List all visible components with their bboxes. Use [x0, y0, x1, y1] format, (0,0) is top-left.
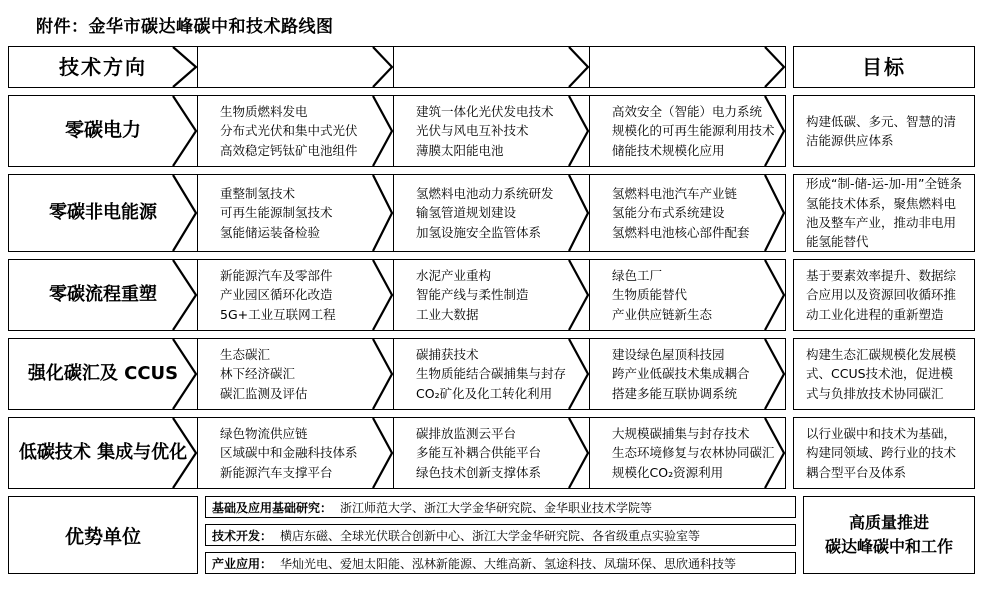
units-goal-line-1: 高质量推进 — [848, 513, 929, 532]
unit-key: 技术开发： — [212, 528, 273, 543]
item-text: 新能源汽车支撑平台 — [220, 464, 333, 480]
row-stage-3 — [590, 174, 786, 252]
item-text: 薄膜太阳能电池 — [416, 142, 504, 158]
header-stage-1 — [198, 46, 394, 88]
row-label-zero-carbon-nonelectric — [8, 174, 198, 252]
roadmap-row — [8, 259, 975, 331]
unit-value: 华灿光电、爱旭太阳能、泓林新能源、大维高新、氢途科技、凤瑞环保、思欣通科技等 — [280, 556, 737, 571]
row-stage-2 — [394, 338, 590, 410]
item-text: 氢能储运装备检验 — [220, 224, 321, 240]
row-label-text: 零碳非电能源 — [49, 201, 157, 223]
page-title: 附件：金华市碳达峰碳中和技术路线图 — [36, 17, 334, 37]
row-stage-2 — [394, 259, 590, 331]
unit-item-tech-development — [205, 524, 796, 546]
unit-item-industrial-application — [205, 552, 796, 574]
chevron-right-icon — [372, 46, 394, 88]
unit-value: 横店东磁、全球光伏联合创新中心、浙江大学金华研究院、各省级重点实验室等 — [280, 528, 701, 543]
item-text: 氢燃料电池动力系统研发 — [416, 185, 554, 201]
row-goal — [793, 259, 975, 331]
row-label-zero-carbon-power — [8, 95, 198, 167]
header-stage-3 — [590, 46, 786, 88]
row-label-text: 强化碳汇及 CCUS — [27, 362, 179, 384]
row-goal — [793, 174, 975, 252]
advantage-units-row — [8, 496, 975, 574]
item-text: 水泥产业重构 — [416, 267, 492, 283]
row-stage-2 — [394, 174, 590, 252]
unit-value: 浙江师范大学、浙江大学金华研究院、金华职业技术学院等 — [340, 500, 653, 515]
roadmap-grid — [8, 46, 975, 581]
item-text: 多能互补耦合供能平台 — [416, 445, 542, 461]
item-text: 光伏与风电互补技术 — [416, 123, 529, 139]
item-text: 碳捕获技术 — [416, 346, 479, 362]
chevron-right-icon — [568, 46, 590, 88]
item-text: 储能技术规模化应用 — [612, 142, 725, 158]
chevron-right-icon — [172, 259, 198, 331]
item-text: 新能源汽车及零部件 — [220, 267, 333, 283]
chevron-right-icon — [172, 174, 198, 252]
item-text: 产业供应链新生态 — [612, 306, 713, 322]
unit-key: 产业应用： — [212, 556, 273, 571]
item-text: 大规模碳捕集与封存技术 — [612, 425, 750, 441]
roadmap-row — [8, 95, 975, 167]
item-text: 跨产业低碳技术集成耦合 — [612, 366, 750, 382]
row-stage-1 — [198, 174, 394, 252]
row-label-text: 零碳电力 — [64, 119, 141, 142]
row-label-zero-carbon-process — [8, 259, 198, 331]
item-text: 工业大数据 — [416, 306, 479, 322]
unit-item-basic-research — [205, 496, 796, 518]
chevron-right-icon — [172, 46, 198, 88]
row-label-carbon-sink-ccus — [8, 338, 198, 410]
item-text: 生物质能替代 — [612, 287, 688, 303]
units-list — [205, 496, 796, 574]
item-text: 绿色工厂 — [612, 267, 663, 283]
row-goal — [793, 95, 975, 167]
roadmap-row — [8, 338, 975, 410]
item-text: 生态碳汇 — [220, 346, 271, 362]
item-text: 高效安全（智能）电力系统 — [612, 103, 763, 119]
item-text: 建筑一体化光伏发电技术 — [416, 103, 554, 119]
item-text: 规模化CO₂资源利用 — [612, 464, 724, 480]
row-stage-3 — [590, 259, 786, 331]
row-stage-1 — [198, 259, 394, 331]
unit-key: 基础及应用基础研究： — [212, 500, 333, 515]
row-stage-3 — [590, 338, 786, 410]
item-text: 分布式光伏和集中式光伏 — [220, 123, 358, 139]
item-text: 5G+工业互联网工程 — [220, 306, 336, 322]
item-text: 搭建多能互联协调系统 — [612, 385, 738, 401]
item-text: 产业园区循环化改造 — [220, 287, 333, 303]
item-text: 林下经济碳汇 — [220, 366, 296, 382]
item-text: 生态环境修复与农林协同碳汇 — [612, 445, 775, 461]
header-goal-label: 目标 — [862, 54, 906, 79]
row-stage-2 — [394, 417, 590, 489]
roadmap-row — [8, 417, 975, 489]
row-goal — [793, 417, 975, 489]
goal-text: 形成“制-储-运-加-用”全链条氢能技术体系，聚焦燃料电池及整车产业，推动非电用能氢能替代 — [806, 176, 962, 250]
goal-text: 基于要素效率提升、数据综合应用以及资源回收循环推动工业化进程的重新塑造 — [806, 267, 957, 322]
item-text: 碳汇监测及评估 — [220, 385, 308, 401]
item-text: 氢燃料电池核心部件配套 — [612, 224, 750, 240]
row-goal — [793, 338, 975, 410]
units-goal — [803, 496, 975, 574]
row-label-lowcarbon-integration — [8, 417, 198, 489]
goal-text: 构建低碳、多元、智慧的清洁能源供应体系 — [806, 113, 957, 148]
item-text: 输氢管道规划建设 — [416, 205, 517, 221]
row-label-text: 零碳流程重塑 — [49, 283, 157, 305]
row-stage-2 — [394, 95, 590, 167]
header-row — [8, 46, 975, 88]
row-label-text: 低碳技术 集成与优化 — [18, 441, 188, 463]
units-label: 优势单位 — [8, 496, 198, 574]
row-stage-1 — [198, 338, 394, 410]
row-stage-3 — [590, 417, 786, 489]
header-stage-2 — [394, 46, 590, 88]
item-text: 生物质燃料发电 — [220, 103, 308, 119]
goal-text: 构建生态汇碳规模化发展模式、CCUS技术池，促进模式与负排放技术协同碳汇 — [806, 346, 957, 401]
header-direction-cell — [8, 46, 198, 88]
item-text: 智能产线与柔性制造 — [416, 287, 529, 303]
row-stage-1 — [198, 417, 394, 489]
chevron-right-icon — [764, 46, 786, 88]
item-text: 可再生能源制氢技术 — [220, 205, 333, 221]
row-stage-3 — [590, 95, 786, 167]
item-text: 碳排放监测云平台 — [416, 425, 517, 441]
item-text: 氢能分布式系统建设 — [612, 205, 725, 221]
item-text: CO₂矿化及化工转化利用 — [416, 385, 553, 401]
item-text: 区域碳中和金融科技体系 — [220, 445, 358, 461]
item-text: 高效稳定钙钛矿电池组件 — [220, 142, 358, 158]
item-text: 加氢设施安全监管体系 — [416, 224, 542, 240]
header-direction-label: 技术方向 — [59, 54, 147, 79]
item-text: 规模化的可再生能源利用技术 — [612, 123, 775, 139]
item-text: 生物质能结合碳捕集与封存 — [416, 366, 567, 382]
chevron-right-icon — [172, 95, 198, 167]
item-text: 氢燃料电池汽车产业链 — [612, 185, 738, 201]
item-text: 重整制氢技术 — [220, 185, 296, 201]
row-stage-1 — [198, 95, 394, 167]
item-text: 绿色技术创新支撑体系 — [416, 464, 542, 480]
roadmap-row — [8, 174, 975, 252]
item-text: 建设绿色屋顶科技园 — [612, 346, 725, 362]
header-goal-cell — [793, 46, 975, 88]
goal-text: 以行业碳中和技术为基础，构建同领域、跨行业的技术耦合型平台及体系 — [806, 425, 957, 480]
item-text: 绿色物流供应链 — [220, 425, 308, 441]
units-goal-line-2: 碳达峰碳中和工作 — [824, 537, 953, 556]
